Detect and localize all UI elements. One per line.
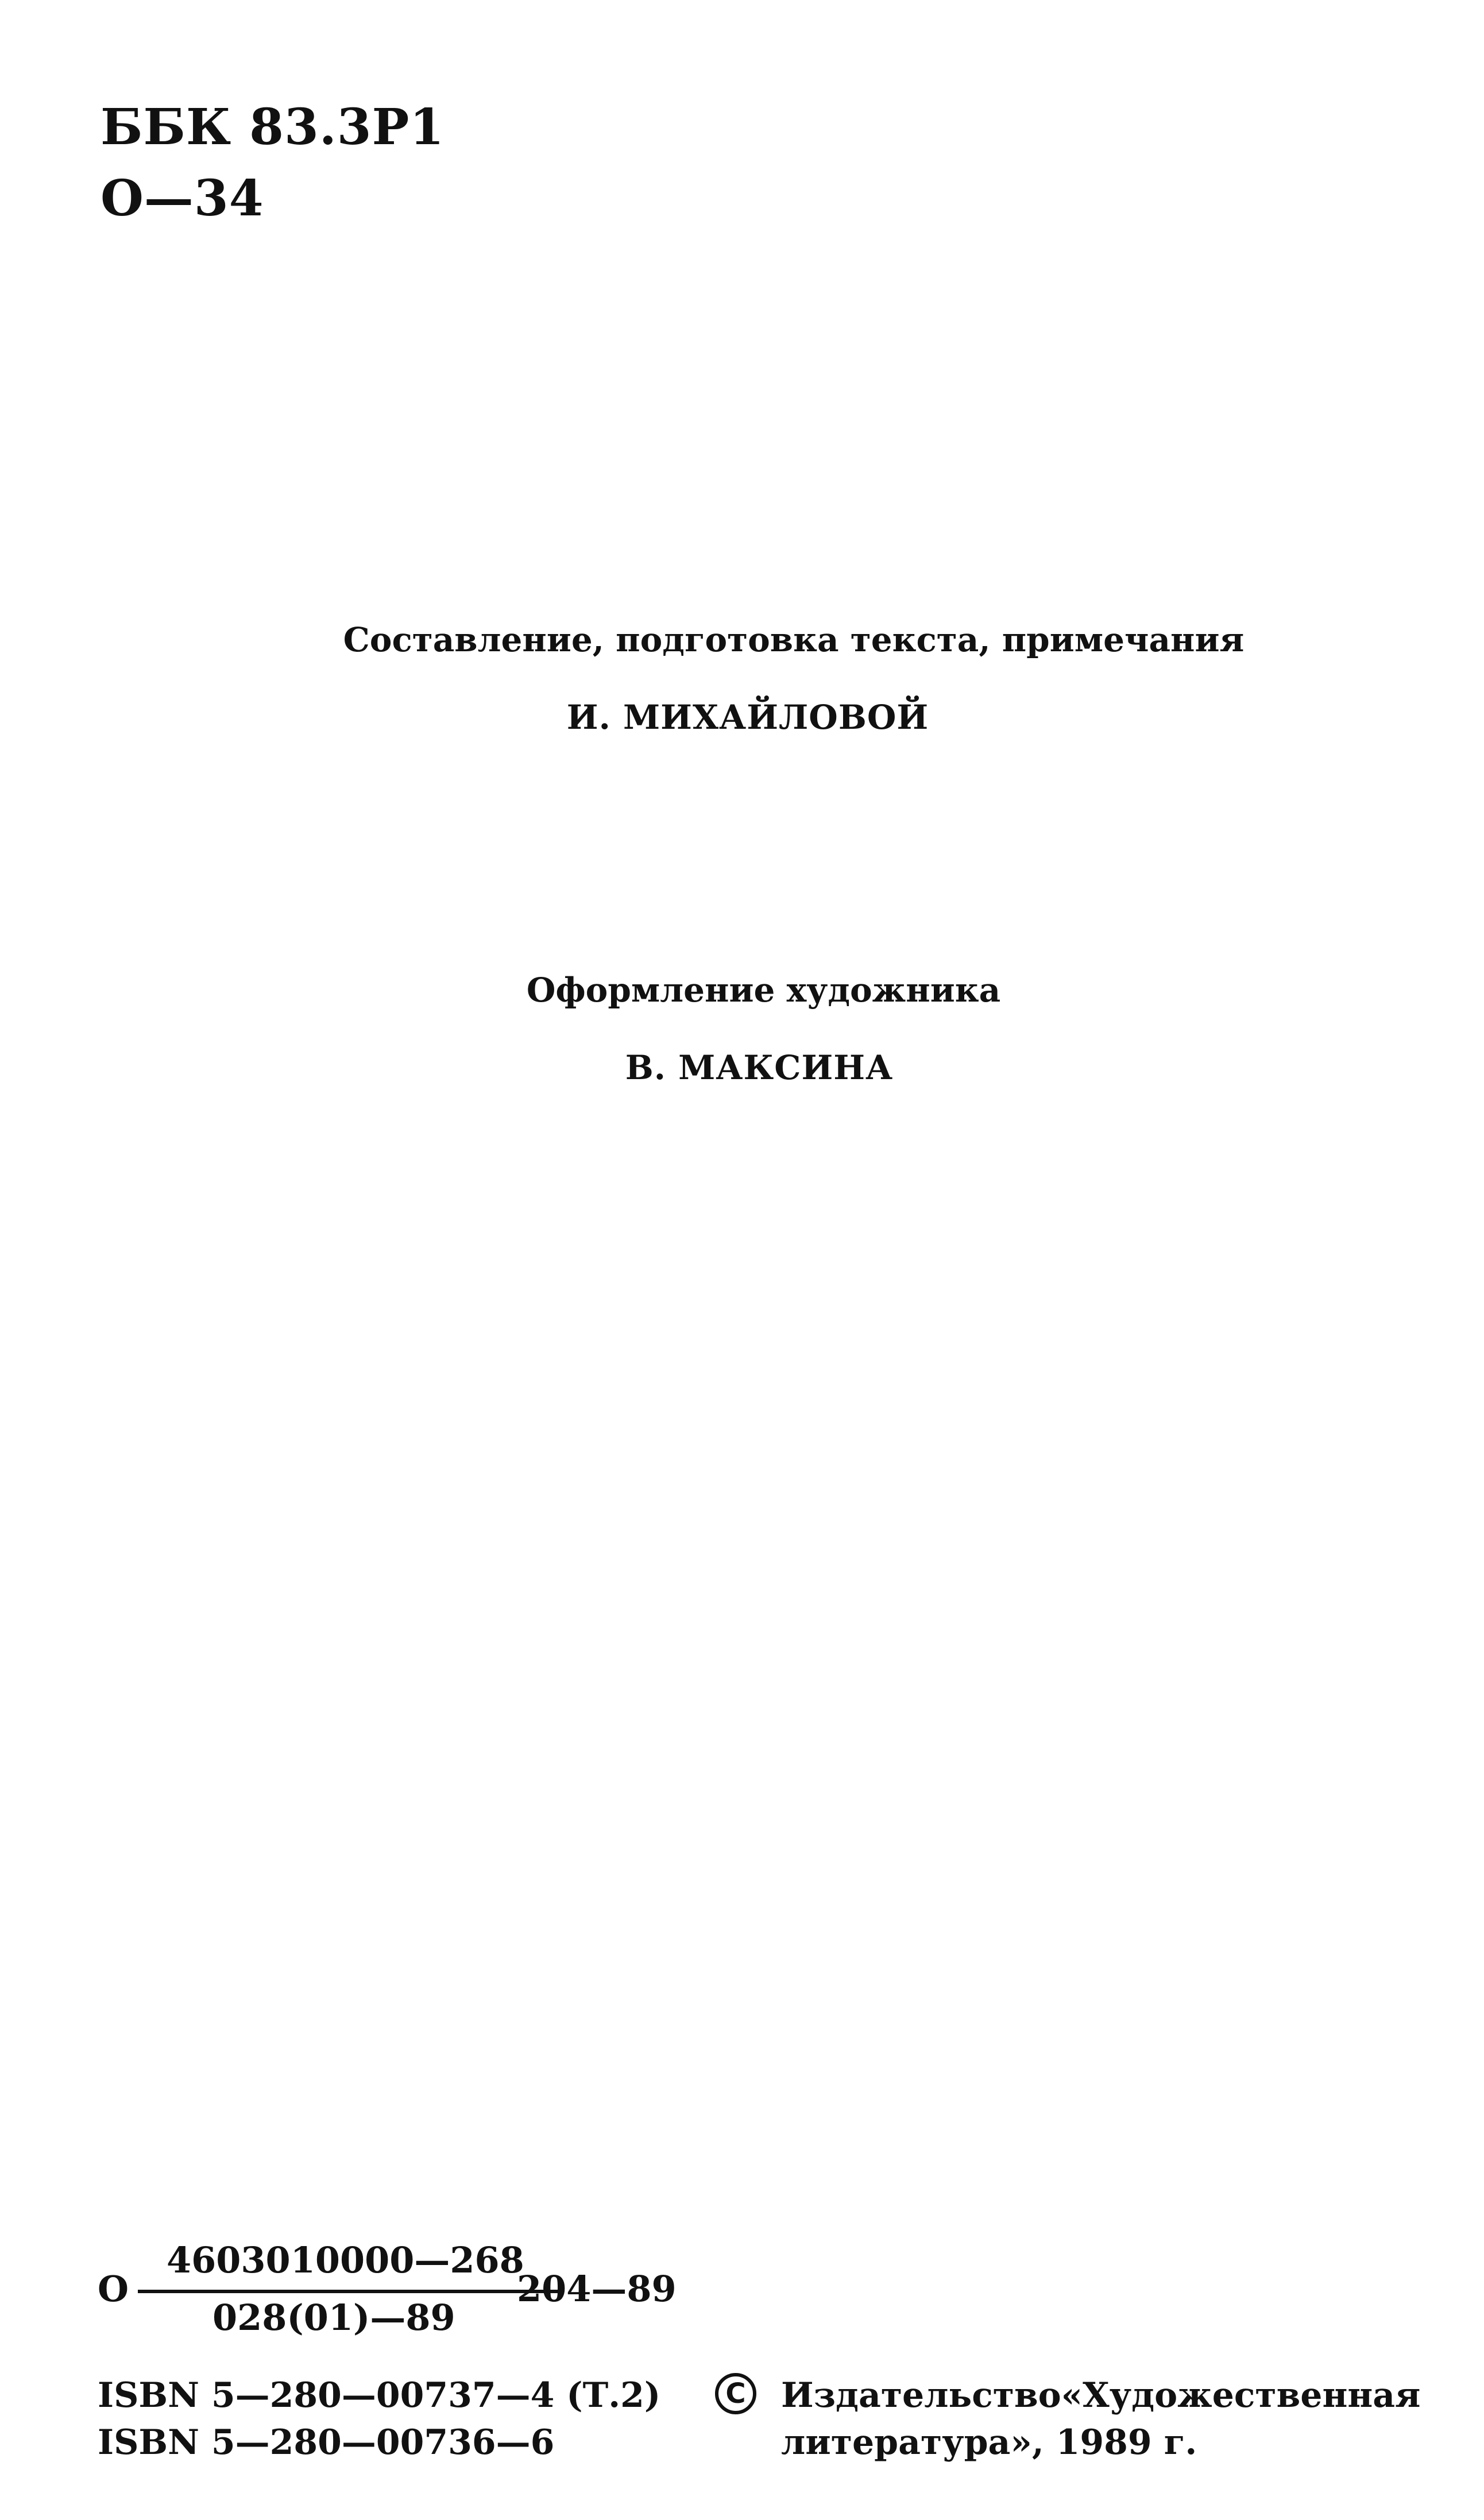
isbn-block <box>98 2372 660 2466</box>
copyright-block <box>715 2372 1421 2475</box>
index-tail: 204—89 <box>517 2268 677 2310</box>
designer-role: Оформление художника <box>526 971 1001 1010</box>
bbk-code: ББК 83.3Р1 <box>101 98 445 156</box>
isbn-set: ISBN 5—280—00736—6 <box>98 2422 555 2463</box>
index-denominator: 028(01)—89 <box>212 2297 455 2339</box>
copyright-line-1 <box>781 2372 1421 2419</box>
fraction-bar <box>138 2290 563 2293</box>
compiler-credit <box>0 620 1484 737</box>
copyright-line-2: литература», 1989 г. <box>781 2422 1197 2463</box>
isbn-volume: ISBN 5—280—00737—4 (Т.2) <box>98 2375 661 2415</box>
index-letter: О <box>98 2268 129 2310</box>
designer-name: В. МАКСИНА <box>625 1048 894 1087</box>
author-mark: О—34 <box>101 169 264 227</box>
publisher-word: Издательство <box>781 2375 1061 2415</box>
compiler-role: Составление, подготовка текста, примечания <box>343 620 1245 659</box>
index-numerator: 4603010000—268 <box>167 2239 524 2281</box>
bbk-block <box>101 92 445 234</box>
copyright-icon: C <box>715 2373 756 2414</box>
designer-credit <box>0 971 1484 1087</box>
compiler-name: И. МИХАЙЛОВОЙ <box>566 698 929 737</box>
copyright-text <box>781 2372 1421 2466</box>
publisher-name-start: «Художественная <box>1061 2375 1421 2415</box>
